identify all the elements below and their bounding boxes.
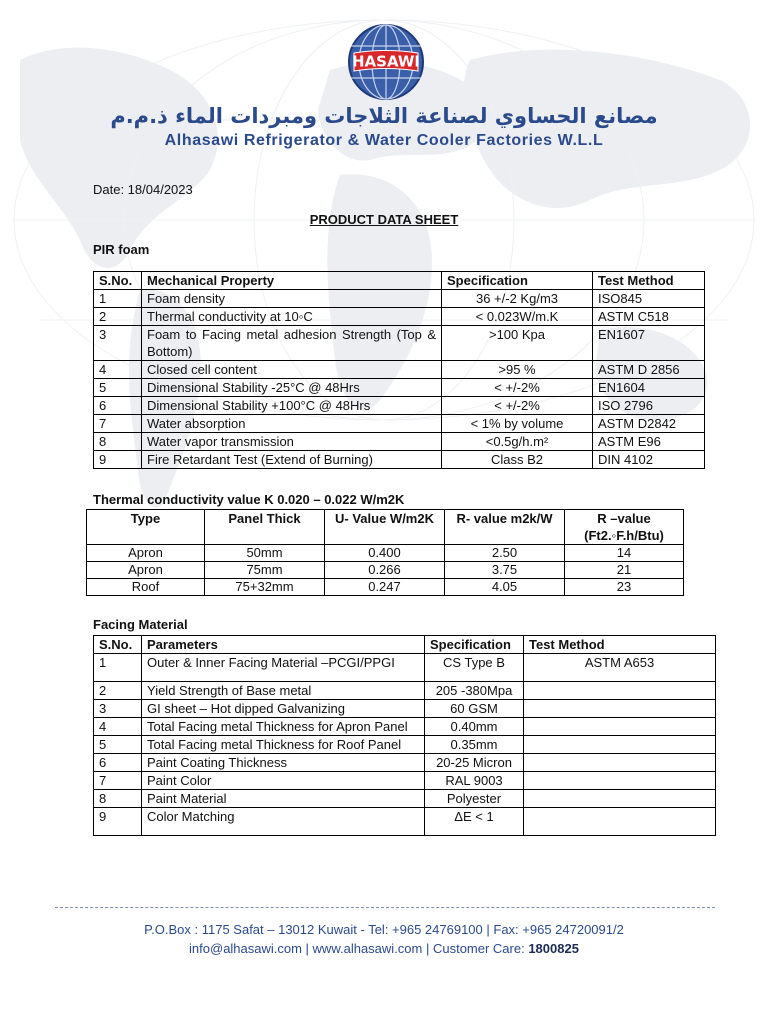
column-header: Mechanical Property	[142, 272, 442, 290]
table-cell: <0.5g/h.m²	[442, 433, 593, 451]
table-cell: 75+32mm	[205, 579, 325, 596]
table-cell: < +/-2%	[442, 379, 593, 397]
column-header: S.No.	[94, 636, 142, 654]
table-cell: ISO 2796	[593, 397, 705, 415]
table-cell: Water vapor transmission	[142, 433, 442, 451]
column-header: Type	[87, 510, 205, 545]
table-row	[87, 545, 684, 562]
table-cell: Paint Coating Thickness	[142, 754, 425, 772]
table-cell: 23	[565, 579, 684, 596]
table-cell: GI sheet – Hot dipped Galvanizing	[142, 700, 425, 718]
table-cell: 4.05	[445, 579, 565, 596]
table-row	[94, 790, 716, 808]
column-header: Test Method	[593, 272, 705, 290]
table-cell: 14	[565, 545, 684, 562]
customer-care-number: 1800825	[528, 941, 579, 956]
table-cell: 6	[94, 754, 142, 772]
table-row	[94, 397, 705, 415]
facing-material-table	[93, 635, 716, 836]
table-cell: Color Matching	[142, 808, 425, 836]
column-header: U- Value W/m2K	[325, 510, 445, 545]
column-header: R- value m2k/W	[445, 510, 565, 545]
table-cell	[524, 682, 716, 700]
column-header: S.No.	[94, 272, 142, 290]
thermal-value-table	[86, 509, 684, 596]
section-pir-foam-label: PIR foam	[93, 242, 150, 257]
table-cell	[524, 808, 716, 836]
table-cell	[524, 790, 716, 808]
table-cell: 0.266	[325, 562, 445, 579]
table-cell: >100 Kpa	[442, 326, 593, 361]
table-header-row	[94, 272, 705, 290]
table-cell: 0.35mm	[425, 736, 524, 754]
table-cell: 9	[94, 451, 142, 469]
table-cell: 3.75	[445, 562, 565, 579]
table-cell: Paint Material	[142, 790, 425, 808]
company-name-english: Alhasawi Refrigerator & Water Cooler Factories W.L.L	[164, 132, 604, 149]
table-cell: DIN 4102	[593, 451, 705, 469]
table-cell: 3	[94, 700, 142, 718]
table-cell: 7	[94, 772, 142, 790]
table-row	[94, 654, 716, 682]
table-cell: Thermal conductivity at 10◦C	[142, 308, 442, 326]
table-row	[94, 451, 705, 469]
table-cell: Foam density	[142, 290, 442, 308]
column-header: Specification	[442, 272, 593, 290]
table-cell: < 0.023W/m.K	[442, 308, 593, 326]
column-header: Parameters	[142, 636, 425, 654]
table-cell: 75mm	[205, 562, 325, 579]
table-cell: 0.40mm	[425, 718, 524, 736]
table-cell: Yield Strength of Base metal	[142, 682, 425, 700]
table-cell: ASTM D2842	[593, 415, 705, 433]
footer-divider	[55, 907, 715, 908]
table-cell: Total Facing metal Thickness for Apron Panel	[142, 718, 425, 736]
table-cell: Dimensional Stability +100°C @ 48Hrs	[142, 397, 442, 415]
table-cell: RAL 9003	[425, 772, 524, 790]
table-cell: Closed cell content	[142, 361, 442, 379]
table-cell: EN1604	[593, 379, 705, 397]
table-row	[94, 361, 705, 379]
table-cell: Dimensional Stability -25°C @ 48Hrs	[142, 379, 442, 397]
mechanical-property-table	[93, 271, 705, 469]
table-cell: 21	[565, 562, 684, 579]
table-cell: 20-25 Micron	[425, 754, 524, 772]
table-cell: Apron	[87, 562, 205, 579]
section-thermal-conductivity-label: Thermal conductivity value K 0.020 – 0.022 W/m2K	[93, 492, 405, 507]
table-row	[94, 736, 716, 754]
table-cell: 2	[94, 308, 142, 326]
table-cell: ASTM C518	[593, 308, 705, 326]
table-cell: ΔE < 1	[425, 808, 524, 836]
table-cell	[524, 772, 716, 790]
table-cell: Apron	[87, 545, 205, 562]
table-cell: Total Facing metal Thickness for Roof Panel	[142, 736, 425, 754]
table-cell: 0.247	[325, 579, 445, 596]
column-header: R –value (Ft2.◦F.h/Btu)	[565, 510, 684, 545]
table-cell: < 1% by volume	[442, 415, 593, 433]
table-cell: 2	[94, 682, 142, 700]
table-row	[87, 579, 684, 596]
table-cell: Foam to Facing metal adhesion Strength (Top & Bottom)	[142, 326, 442, 361]
table-cell: 60 GSM	[425, 700, 524, 718]
table-cell	[524, 754, 716, 772]
table-cell: 205 -380Mpa	[425, 682, 524, 700]
table-cell: >95 %	[442, 361, 593, 379]
table-cell: 7	[94, 415, 142, 433]
table-row	[94, 700, 716, 718]
table-cell: ASTM D 2856	[593, 361, 705, 379]
table-row	[94, 682, 716, 700]
table-row	[94, 415, 705, 433]
table-cell: 4	[94, 718, 142, 736]
table-cell: 3	[94, 326, 142, 361]
table-row	[94, 308, 705, 326]
table-cell: Outer & Inner Facing Material –PCGI/PPGI	[142, 654, 425, 682]
table-cell: ASTM A653	[524, 654, 716, 682]
table-cell	[524, 718, 716, 736]
table-cell: Fire Retardant Test (Extend of Burning)	[142, 451, 442, 469]
table-cell: 5	[94, 736, 142, 754]
table-row	[87, 562, 684, 579]
column-header: Panel Thick	[205, 510, 325, 545]
document-date: Date: 18/04/2023	[93, 182, 193, 197]
table-row	[94, 718, 716, 736]
column-header: Test Method	[524, 636, 716, 654]
table-cell: 6	[94, 397, 142, 415]
table-cell: 2.50	[445, 545, 565, 562]
table-cell: 8	[94, 790, 142, 808]
table-cell: 50mm	[205, 545, 325, 562]
table-cell: EN1607	[593, 326, 705, 361]
footer-links: info@alhasawi.com | www.alhasawi.com | Customer Care:	[189, 941, 529, 956]
table-row	[94, 326, 705, 361]
table-row	[94, 290, 705, 308]
table-cell: Paint Color	[142, 772, 425, 790]
table-cell: ASTM E96	[593, 433, 705, 451]
table-cell: 36 +/-2 Kg/m3	[442, 290, 593, 308]
table-header-row	[87, 510, 684, 545]
table-row	[94, 808, 716, 836]
table-cell: 8	[94, 433, 142, 451]
table-cell: 1	[94, 290, 142, 308]
logo-text: HASAWI	[351, 52, 421, 71]
table-cell: 4	[94, 361, 142, 379]
table-cell: 5	[94, 379, 142, 397]
table-cell: Roof	[87, 579, 205, 596]
table-cell: 9	[94, 808, 142, 836]
table-row	[94, 754, 716, 772]
section-facing-material-label: Facing Material	[93, 617, 188, 632]
footer-contact	[0, 941, 768, 956]
table-row	[94, 379, 705, 397]
table-cell: Class B2	[442, 451, 593, 469]
table-cell: < +/-2%	[442, 397, 593, 415]
table-row	[94, 433, 705, 451]
company-name-arabic: مصانع الحساوي لصناعة الثلاجات ومبردات الماء ذ.م.م	[110, 104, 658, 128]
table-cell: Polyester	[425, 790, 524, 808]
footer-address: P.O.Box : 1175 Safat – 13012 Kuwait - Tel: +965 24769100 | Fax: +965 24720091/2	[144, 922, 624, 937]
table-cell: 0.400	[325, 545, 445, 562]
table-cell: CS Type B	[425, 654, 524, 682]
table-cell: ISO845	[593, 290, 705, 308]
hasawi-globe-logo	[346, 22, 426, 102]
table-cell	[524, 700, 716, 718]
table-row	[94, 772, 716, 790]
document-title: PRODUCT DATA SHEET	[309, 212, 459, 227]
column-header: Specification	[425, 636, 524, 654]
table-cell: Water absorption	[142, 415, 442, 433]
table-cell: 1	[94, 654, 142, 682]
table-header-row	[94, 636, 716, 654]
table-cell	[524, 736, 716, 754]
